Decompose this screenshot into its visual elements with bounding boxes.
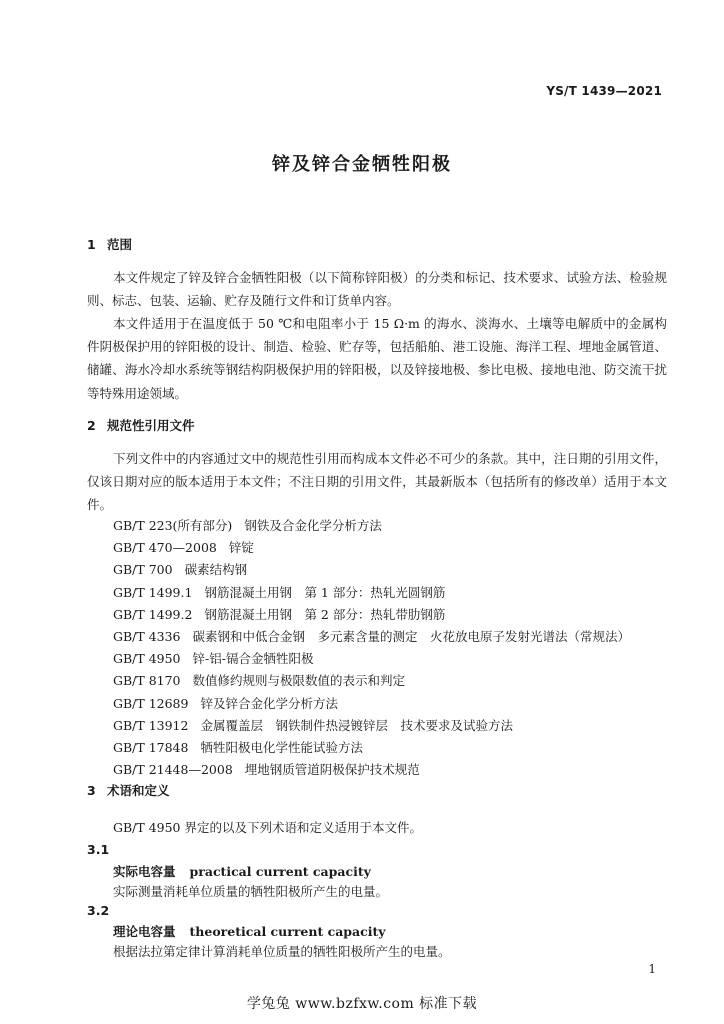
reference-name: 碳素钢和中低合金钢 多元素含量的测定 火花放电原子发射光谱法（常规法） — [192, 628, 631, 644]
standard-number: YS/T 1439—2021 — [546, 84, 662, 98]
section-number: 3 — [87, 783, 96, 798]
reference-code: GB/T 8170 — [113, 673, 181, 689]
reference-item — [113, 559, 630, 581]
reference-name: 锌锭 — [228, 540, 254, 556]
reference-item — [113, 515, 630, 537]
section-2-heading — [87, 416, 195, 434]
reference-code: GB/T 4336 — [113, 628, 181, 644]
section-title: 术语和定义 — [107, 783, 170, 798]
reference-item — [113, 604, 630, 626]
reference-item — [113, 759, 630, 781]
normative-references-list — [113, 515, 630, 781]
reference-code: GB/T 17848 — [113, 739, 189, 755]
section-title: 规范性引用文件 — [107, 418, 195, 433]
term-number: 3.2 — [87, 903, 110, 918]
reference-code: GB/T 223(所有部分) — [113, 518, 233, 533]
document-title: 锌及锌合金牺牲阳极 — [272, 154, 452, 175]
term-definition: 实际测量消耗单位质量的牺牲阳极所产生的电量。 — [113, 884, 389, 899]
term-title — [113, 862, 371, 880]
section-2-intro: 下列文件中的内容通过文中的规范性引用而构成本文件必不可少的条款。其中，注日期的引用文件，仅该日期对应的版本适用于本文件；不注日期的引用文件，其最新版本（包括所有的修改单）适用于本文件。 — [87, 451, 667, 513]
reference-item — [113, 693, 630, 715]
reference-code: GB/T 1499.2 — [113, 606, 193, 622]
reference-name: 锌及锌合金化学分析方法 — [200, 695, 338, 711]
reference-item — [113, 648, 630, 670]
term-number: 3.1 — [87, 842, 110, 857]
reference-name: 钢筋混凝土用钢 第 2 部分：热轧带肋钢筋 — [204, 606, 446, 622]
section-title: 范围 — [107, 237, 133, 252]
reference-item — [113, 582, 630, 604]
term-chinese: 实际电容量 — [113, 864, 176, 879]
term-chinese: 理论电容量 — [113, 924, 176, 939]
section-3-heading — [87, 781, 170, 799]
reference-code: GB/T 700 — [113, 562, 173, 578]
reference-item — [113, 737, 630, 759]
reference-code: GB/T 1499.1 — [113, 584, 193, 600]
section-1-paragraph-2: 本文件适用于在温度低于 50 ℃和电阻率小于 15 Ω·m 的海水、淡海水、土壤等电解质中的金属构件阴极保护用的锌阳极的设计、制造、检验、贮存等，包括船舶、港工设施、海洋工程、埋地金属管道、储罐、海水冷却水系统等钢结构阴极保护用的锌阳极，以及锌接地极、参比电极、接地电池、防交流干扰等特殊用途领域。 — [87, 316, 667, 401]
reference-item — [113, 626, 630, 648]
term-english: theoretical current capacity — [189, 924, 386, 939]
term-english: practical current capacity — [189, 864, 371, 879]
reference-code: GB/T 4950 — [113, 651, 181, 667]
section-1-heading — [87, 235, 132, 253]
term-definition: 根据法拉第定律计算消耗单位质量的牺牲阳极所产生的电量。 — [113, 944, 451, 959]
reference-item — [113, 537, 630, 559]
reference-name: 金属覆盖层 钢铁制件热浸镀锌层 技术要求及试验方法 — [200, 717, 513, 733]
section-number: 1 — [87, 237, 96, 252]
reference-code: GB/T 13912 — [113, 717, 189, 733]
reference-name: 埋地钢质管道阴极保护技术规范 — [244, 762, 420, 778]
reference-name: 锌-铝-镉合金牺牲阳极 — [192, 651, 314, 667]
section-3-intro: GB/T 4950 界定的以及下列术语和定义适用于本文件。 — [113, 820, 422, 835]
reference-code: GB/T 21448—2008 — [113, 762, 233, 778]
reference-name: 钢筋混凝土用钢 第 1 部分：热轧光圆钢筋 — [204, 584, 446, 600]
section-1-paragraph-1: 本文件规定了锌及锌合金牺牲阳极（以下简称锌阳极）的分类和标记、技术要求、试验方法、检验规则、标志、包装、运输、贮存及随行文件和订货单内容。 — [87, 270, 667, 309]
term-title — [113, 922, 386, 940]
reference-item — [113, 715, 630, 737]
watermark-footer: 学兔兔 www.bzfxw.com 标准下载 — [246, 996, 478, 1012]
page-number: 1 — [648, 962, 656, 976]
reference-code: GB/T 12689 — [113, 695, 189, 711]
section-number: 2 — [87, 418, 96, 433]
reference-name: 牺牲阳极电化学性能试验方法 — [200, 739, 363, 755]
reference-name: 钢铁及合金化学分析方法 — [244, 518, 382, 533]
reference-code: GB/T 470—2008 — [113, 540, 217, 556]
reference-name: 碳素结构钢 — [184, 562, 248, 578]
reference-name: 数值修约规则与极限数值的表示和判定 — [192, 673, 406, 689]
reference-item — [113, 670, 630, 692]
